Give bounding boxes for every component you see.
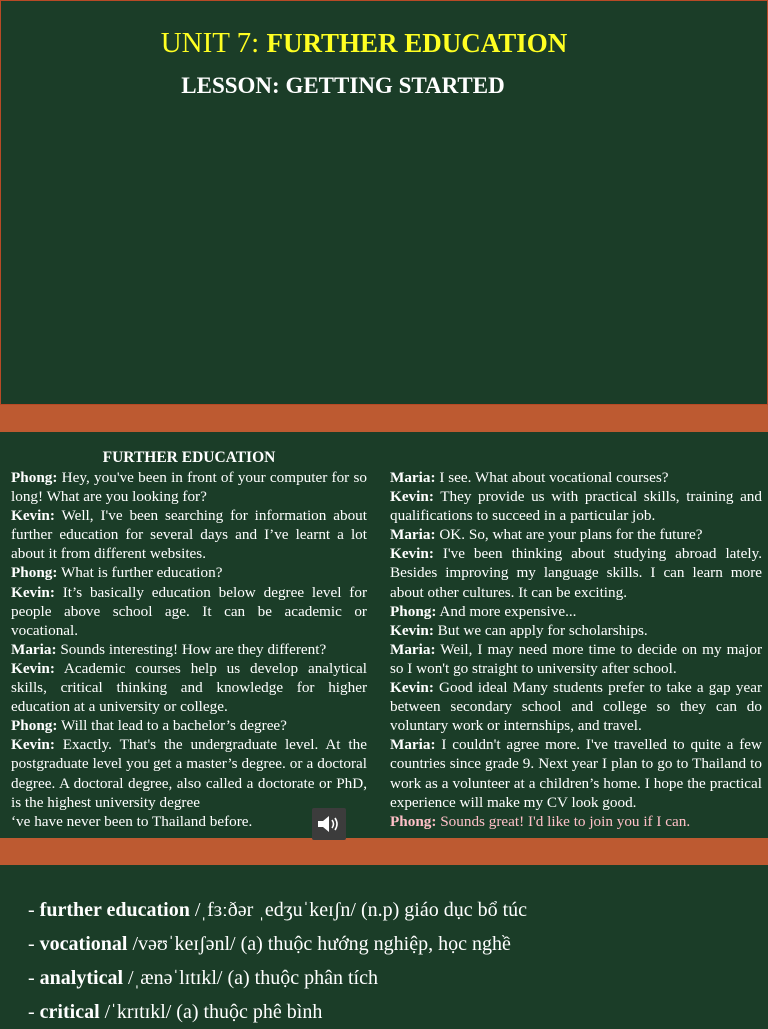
vocab-bullet: - <box>28 933 40 955</box>
dialogue-line <box>390 735 762 811</box>
vocabulary-list <box>28 893 758 1029</box>
speaker-name: Kevin: <box>11 736 55 754</box>
vocab-word: analytical <box>39 967 124 989</box>
line-text: I see. What about vocational courses? <box>435 469 669 486</box>
speaker-name: Phong: <box>390 812 437 830</box>
unit-name: FURTHER EDUCATION <box>266 28 568 58</box>
speaker-name: Kevin: <box>390 621 434 639</box>
speaker-name: Kevin: <box>390 679 434 697</box>
speaker-name: Maria: <box>11 640 57 658</box>
vocab-bullet: - <box>28 967 40 989</box>
line-text: Sounds interesting! How are they different? <box>56 640 327 658</box>
dialogue-line <box>11 506 367 563</box>
line-text: What is further education? <box>57 564 223 582</box>
speaker-name: Phong: <box>11 717 58 735</box>
dialogue-line <box>390 468 762 487</box>
speaker-name: Kevin: <box>11 659 55 677</box>
line-text: Will that lead to a bachelor’s degree? <box>57 717 287 735</box>
speaker-name: Kevin: <box>11 583 55 601</box>
dialogue-line <box>390 602 762 621</box>
vocab-bullet: - <box>28 899 40 921</box>
line-text: Weil, I may need more time to decide on my major so I won't go straight to university after school. <box>390 640 762 677</box>
line-text: Good ideal Many students prefer to take a gap year between secondary school and college so they can do voluntary work or internships, and travel. <box>390 679 762 735</box>
speaker-name: Maria: <box>390 469 436 486</box>
vocab-bullet: - <box>28 1001 40 1023</box>
dialogue-line <box>390 544 762 601</box>
lesson-title: LESSON: GETTING STARTED <box>181 73 505 98</box>
audio-speaker-icon[interactable] <box>312 808 346 840</box>
speaker-name: Phong: <box>390 602 437 620</box>
dialogue-panel <box>0 432 768 838</box>
dialogue-left-column <box>11 468 367 831</box>
speaker-name: Kevin: <box>11 507 55 525</box>
vocab-item <box>28 927 758 961</box>
dialogue-line <box>390 525 762 544</box>
dialogue-line <box>11 659 367 716</box>
speaker-name: Maria: <box>390 640 436 658</box>
line-text: Sounds great! I'd like to join you if I can. <box>436 812 691 830</box>
line-text: They provide us with practical skills, training and qualifications to succeed in a particular job. <box>390 488 762 525</box>
line-text: Hey, you've been in front of your computer for so long! What are you looking for? <box>11 469 367 506</box>
dialogue-line <box>390 640 762 678</box>
vocab-item <box>28 893 758 927</box>
dialogue-line <box>11 640 367 659</box>
line-text: And more expensive... <box>436 602 577 620</box>
line-text: ‘ve have never been to Thailand before. <box>11 812 253 830</box>
line-text: OK. So, what are your plans for the future? <box>435 526 703 544</box>
line-text: I couldn't agree more. I've travelled to quite a few countries since grade 9. Next year I plan to go to Thailand to work as a volunteer at a children’s home. I hope the practical experience will make my CV look good. <box>390 736 762 811</box>
vocab-definition: /vəʊˈkeɪʃənl/ (a) thuộc hướng nghiệp, học nghề <box>127 933 511 955</box>
speaker-name: Phong: <box>11 469 58 486</box>
line-text: Well, I've been searching for information about further education for several days and I’ve learnt a lot about it from different websites. <box>11 507 367 563</box>
unit-title <box>1 27 727 60</box>
dialogue-line <box>390 678 762 735</box>
vocab-word: critical <box>39 1001 100 1023</box>
line-text: It’s basically education below degree level for people above school age. It can be academic or vocational. <box>11 583 367 639</box>
line-text: Academic courses help us develop analytical skills, critical thinking and knowledge for higher education at a university or college. <box>11 659 367 716</box>
speaker-name: Kevin: <box>390 488 434 506</box>
speaker-name: Kevin: <box>390 545 434 563</box>
dialogue-line <box>390 621 762 640</box>
vocab-definition: /ˌænəˈlɪtɪkl/ (a) thuộc phân tích <box>123 967 378 989</box>
dialogue-line <box>11 735 367 811</box>
dialogue-line <box>11 716 367 735</box>
divider-band <box>0 838 768 865</box>
vocab-item <box>28 961 758 995</box>
vocab-definition: /ˌfɜːðər ˌedʒuˈkeɪʃn/ (n.p) giáo dục bổ túc <box>189 899 528 921</box>
unit-number: UNIT 7: <box>160 27 260 59</box>
line-text: But we can apply for scholarships. <box>433 621 648 639</box>
dialogue-line <box>11 583 367 640</box>
divider-band <box>0 405 768 432</box>
vocab-word: further education <box>39 899 190 921</box>
speaker-name: Maria: <box>390 526 436 544</box>
dialogue-right-column <box>390 468 762 831</box>
dialogue-title: FURTHER EDUCATION <box>102 449 276 466</box>
dialogue-line <box>11 563 367 582</box>
vocab-definition: /ˈkrɪtɪkl/ (a) thuộc phê bình <box>99 1001 323 1023</box>
dialogue-line <box>390 487 762 525</box>
title-slide <box>0 0 768 405</box>
dialogue-line <box>11 468 367 506</box>
line-text: I've been thinking about studying abroad lately. Besides improving my language skills. I can learn more about other cultures. It can be exciting. <box>390 545 762 601</box>
vocab-word: vocational <box>39 933 128 955</box>
dialogue-line <box>390 812 762 831</box>
line-text: Exactly. That's the undergraduate level. At the postgraduate level you get a master’s degree. or a doctoral degree. A doctoral degree, also called a doctorate or PhD, is the highest university degree <box>11 736 367 811</box>
speaker-name: Maria: <box>390 736 436 754</box>
speaker-name: Phong: <box>11 564 58 582</box>
